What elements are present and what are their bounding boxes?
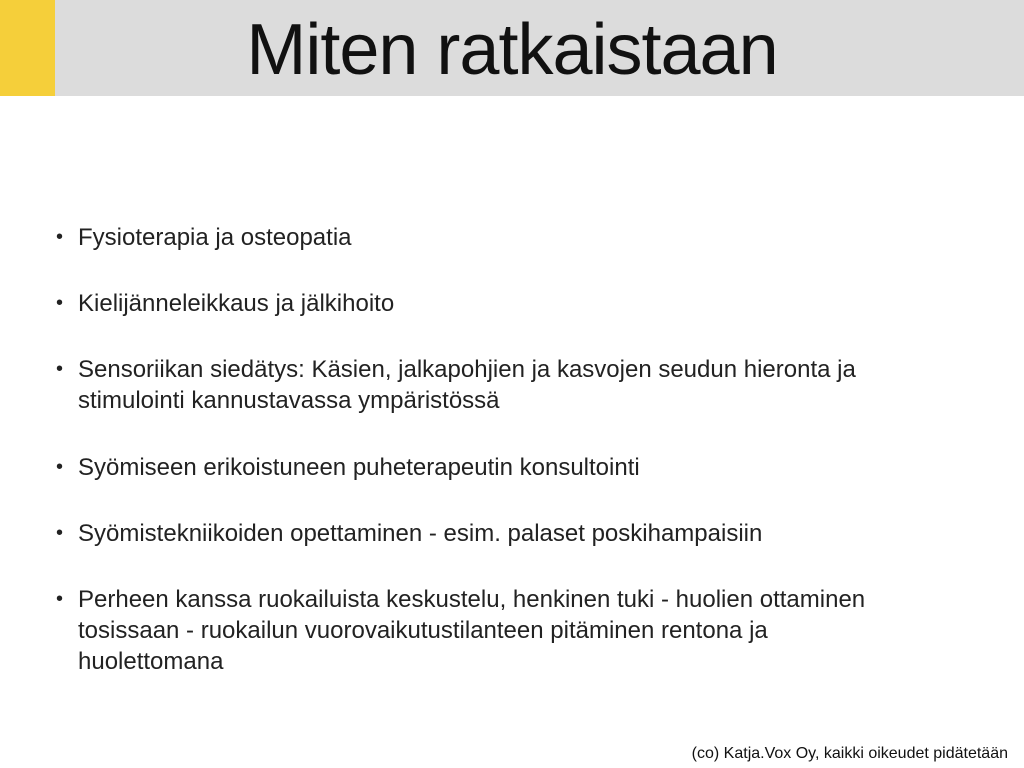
copyright-footer: (co) Katja.Vox Oy, kaikki oikeudet pidätetään [691, 745, 1008, 762]
bullet-marker: • [56, 358, 64, 380]
bullet-marker: • [56, 588, 64, 610]
bullet-text: Syömiseen erikoistuneen puheterapeutin konsultointi [78, 454, 640, 481]
bullet-text: Kielijänneleikkaus ja jälkihoito [78, 290, 395, 317]
bullet-text: Syömistekniikoiden opettaminen - esim. palaset poskihampaisiin [78, 520, 763, 547]
slide-title: Miten ratkaistaan [246, 10, 778, 90]
bullet-text: Fysioterapia ja osteopatia [78, 224, 352, 251]
bullet-text: Sensoriikan siedätys: Käsien, jalkapohjien ja kasvojen seudun hieronta ja stimulointi kannustavassa ympäristössä [78, 356, 856, 414]
bullet-marker: • [56, 292, 64, 314]
bullet-text: Perheen kanssa ruokailuista keskustelu, henkinen tuki - huolien ottaminen tosissaan - ruokailun vuorovaikutustilanteen pitäminen rentona ja huolettomana [78, 586, 866, 675]
bullet-marker: • [56, 226, 64, 248]
bullet-marker: • [56, 456, 64, 478]
bullet-marker: • [56, 522, 64, 544]
